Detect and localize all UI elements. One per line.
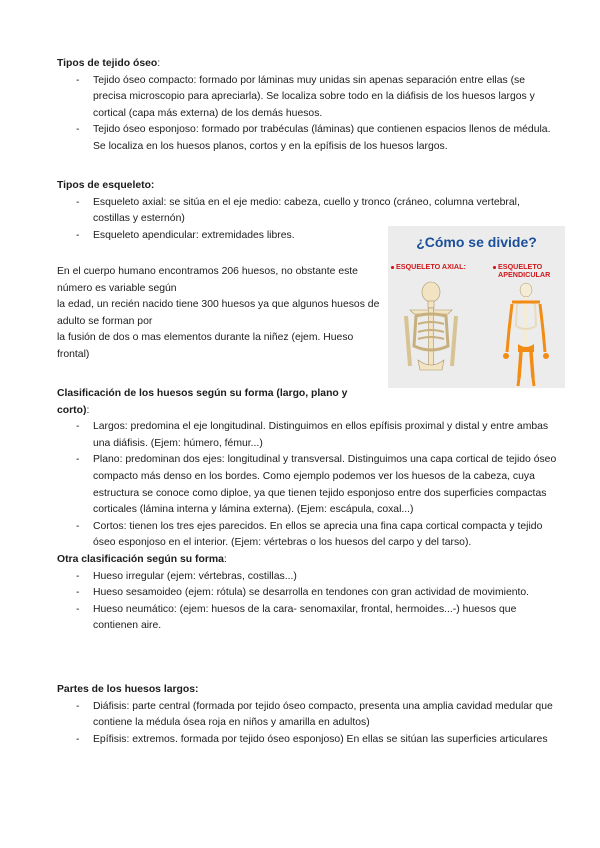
tejido-list [57, 73, 557, 156]
list-item: - Esqueleto apendicular: extremidades libres. [57, 228, 552, 245]
partes-list [57, 699, 557, 749]
skeleton-illustration [388, 226, 565, 388]
section-heading: Tipos de tejido óseo: [57, 58, 161, 69]
section-heading: Clasificación de los huesos según su forma (largo, plano y corto): [57, 388, 348, 416]
section-heading: Partes de los huesos largos: [57, 684, 199, 695]
list-item: - Plano: predominan dos ejes: longitudinal y transversal. Distinguimos una capa cortical de tejido óseo compacto más denso en los bordes. Como ejemplo podemos ver los huesos de la cabeza, cuya estructura se conoce como diploe, ya que tienen tejido esponjoso entre dos superficies compactas corticales (lámina interna y lámina externa). (Ejem: escápula, coxal...) [57, 452, 557, 518]
paragraph-206-huesos [57, 264, 381, 364]
axial-label: ESQUELETO AXIAL: [396, 262, 466, 271]
list-item: - Hueso irregular (ejem: vértebras, costillas...) [57, 569, 557, 586]
list-item: - Tejido óseo compacto: formado por láminas muy unidas sin apenas separación entre ellas (se precisa microscopio para apreciarla). Se localiza sobre todo en la diáfisis de los huesos largos y cortical (capa más externa) de los demás huesos. [57, 73, 557, 123]
skeleton-figure [388, 226, 565, 388]
list-item: - Epífisis: extremos. formada por tejido óseo esponjoso) En ellas se sitúan las superficies articulares [57, 732, 557, 749]
list-item: - Esqueleto axial: se sitúa en el eje medio: cabeza, cuello y tronco (cráneo, columna vertebral, costillas y esternón) [57, 195, 552, 228]
list-item: - Tejido óseo esponjoso: formado por trabéculas (láminas) que contienen espacios llenos de médula. Se localiza en los huesos planos, cortos y en la epífisis de los huesos largos. [57, 122, 557, 155]
section-heading: Tipos de esqueleto: [57, 180, 155, 191]
list-item: - Largos: predomina el eje longitudinal. Distinguimos en ellos epífisis proximal y distal y entre ambas una diáfisis. (Ejem: húmero, fémur...) [57, 419, 557, 452]
section-partes-huesos [57, 682, 557, 748]
figure-title: ¿Cómo se divide? [416, 234, 537, 250]
paragraph-line: la edad, un recién nacido tiene 300 huesos ya que algunos huesos de adulto se forman por [57, 299, 380, 327]
paragraph-line: En el cuerpo humano encontramos 206 huesos, no obstante este número es variable según [57, 266, 358, 294]
apendicular-skeleton-icon [503, 283, 549, 386]
apendicular-label: ESQUELETO APENDICULAR [498, 262, 551, 279]
axial-skeleton-icon [406, 282, 456, 370]
section-tejido-oseo [57, 56, 557, 156]
section-clasificacion [57, 386, 557, 635]
list-item: - Hueso neumático: (ejem: huesos de la cara- senomaxilar, frontal, hermoides...-) huesos que contienen aire. [57, 602, 557, 635]
section-heading-otra: Otra clasificación según su forma: [57, 553, 227, 565]
list-item: - Hueso sesamoideo (ejem: rótula) se desarrolla en tendones con gran actividad de movimiento. [57, 585, 557, 602]
clasificacion-list [57, 419, 557, 552]
otra-clasificacion-list [57, 569, 557, 635]
list-item: - Diáfisis: parte central (formada por tejido óseo compacto, presenta una amplia cavidad medular que contiene la médula ósea roja en niños y amarilla en adultos) [57, 699, 557, 732]
paragraph-line: la fusión de dos o mas elementos durante la niñez (ejem. Hueso frontal) [57, 332, 354, 360]
list-item: - Cortos: tienen los tres ejes parecidos. En ellos se aprecia una fina capa cortical compacta y tejido óseo esponjoso en el interior. (Ejem: vértebras o los huesos del carpo y del tarso). [57, 519, 557, 552]
